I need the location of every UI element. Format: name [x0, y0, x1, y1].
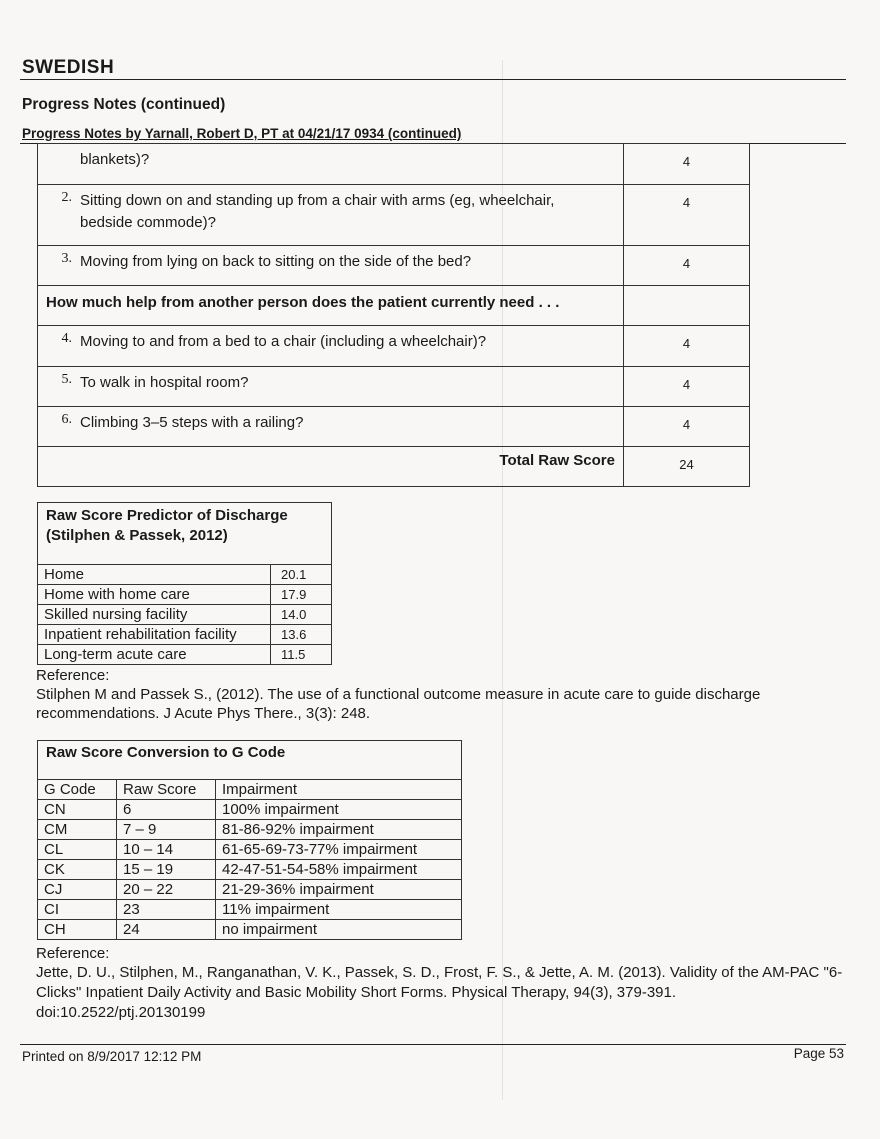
gcode-cell: CN: [38, 800, 117, 820]
table-row: [38, 565, 332, 585]
table-row: [38, 625, 332, 645]
raw-score-cell: 10 – 14: [117, 840, 216, 860]
table-row: [38, 286, 750, 326]
raw-score-cell: 6: [117, 800, 216, 820]
raw-score-cell: 23: [117, 900, 216, 920]
raw-score-cell: 24: [117, 920, 216, 940]
table-row: [38, 447, 750, 487]
column-header-row: [38, 780, 462, 800]
gcode-cell: CJ: [38, 880, 117, 900]
reference-text: Jette, D. U., Stilphen, M., Ranganathan, V. K., Passek, S. D., Frost, F. S., & Jette, A. M. (2013). Validity of the AM-PAC "6-Clicks" Inpatient Daily Activity and Basic Mobility Short Forms. Physical Therapy, 94(3), 379-391. doi:10.2522/ptj.20130199: [36, 964, 843, 1021]
question-score: 4: [624, 326, 750, 367]
question-score: 4: [624, 144, 750, 185]
section-heading: How much help from another person does the patient currently need . . .: [38, 286, 624, 326]
reference-label: Reference:: [36, 945, 110, 962]
table-row: [38, 407, 750, 447]
question-number: 3.: [61, 251, 72, 266]
table-header-row: [38, 741, 462, 780]
assessment-table: [37, 143, 750, 487]
header-rule: [20, 79, 846, 80]
gcode-title: Raw Score Conversion to G Code: [38, 741, 462, 780]
table-header-row: [38, 503, 332, 565]
question-score: 4: [624, 407, 750, 447]
predictor-value: 20.1: [271, 565, 332, 585]
gcode-cell: CI: [38, 900, 117, 920]
gcode-cell: CH: [38, 920, 117, 940]
question-text: Moving from lying on back to sitting on the side of the bed?: [80, 253, 472, 270]
table-row: [38, 840, 462, 860]
column-header: G Code: [38, 780, 117, 800]
reference-text: Stilphen M and Passek S., (2012). The use of a functional outcome measure in acute care to guide discharge recommendations. J Acute Phys There., 3(3): 248.: [36, 686, 761, 722]
question-number: 6.: [61, 412, 72, 427]
raw-score-cell: 15 – 19: [117, 860, 216, 880]
table-row: [38, 920, 462, 940]
table-row: [38, 144, 750, 185]
table-row: [38, 900, 462, 920]
predictor-value: 14.0: [271, 605, 332, 625]
table-row: [38, 585, 332, 605]
total-label: Total Raw Score: [38, 447, 624, 487]
section-title: Progress Notes (continued): [22, 96, 226, 113]
question-number: 2.: [61, 190, 72, 205]
question-text: To walk in hospital room?: [80, 374, 249, 391]
gcode-cell: CM: [38, 820, 117, 840]
predictor-label: Long-term acute care: [38, 645, 271, 665]
table-row: [38, 246, 750, 286]
question-score: 4: [624, 185, 750, 246]
brand-logo: SWEDISH: [22, 57, 115, 78]
gcode-cell: CL: [38, 840, 117, 860]
impairment-cell: 11% impairment: [216, 900, 462, 920]
impairment-cell: 61-65-69-73-77% impairment: [216, 840, 462, 860]
reference-label: Reference:: [36, 667, 110, 684]
question-text: Sitting down on and standing up from a chair with arms (eg, wheelchair, bedside commode)?: [80, 192, 555, 231]
question-score: 4: [624, 246, 750, 286]
table-row: [38, 645, 332, 665]
predictor-value: 11.5: [271, 645, 332, 665]
gcode-conversion-table: [37, 740, 462, 940]
table-row: [38, 185, 750, 246]
footer-rule: [20, 1044, 846, 1045]
column-header: Raw Score: [117, 780, 216, 800]
predictor-label: Home with home care: [38, 585, 271, 605]
column-header: Impairment: [216, 780, 462, 800]
predictor-label: Skilled nursing facility: [38, 605, 271, 625]
impairment-cell: 21-29-36% impairment: [216, 880, 462, 900]
impairment-cell: 42-47-51-54-58% impairment: [216, 860, 462, 880]
note-subtitle: Progress Notes by Yarnall, Robert D, PT at 04/21/17 0934 (continued): [22, 126, 462, 141]
table-row: [38, 367, 750, 407]
question-text: Climbing 3–5 steps with a railing?: [80, 414, 304, 431]
question-score: 4: [624, 367, 750, 407]
discharge-predictor-table: [37, 502, 332, 665]
raw-score-cell: 20 – 22: [117, 880, 216, 900]
printed-timestamp: Printed on 8/9/2017 12:12 PM: [22, 1049, 202, 1064]
table-row: [38, 800, 462, 820]
total-value: 24: [624, 447, 750, 487]
gcode-cell: CK: [38, 860, 117, 880]
impairment-cell: 100% impairment: [216, 800, 462, 820]
table-row: [38, 326, 750, 367]
raw-score-cell: 7 – 9: [117, 820, 216, 840]
predictor-label: Home: [38, 565, 271, 585]
predictor-title: Raw Score Predictor of Discharge (Stilphen & Passek, 2012): [38, 503, 332, 565]
question-text: blankets)?: [80, 151, 150, 168]
impairment-cell: 81-86-92% impairment: [216, 820, 462, 840]
table-row: [38, 880, 462, 900]
table-row: [38, 820, 462, 840]
impairment-cell: no impairment: [216, 920, 462, 940]
question-text: Moving to and from a bed to a chair (including a wheelchair)?: [80, 333, 487, 350]
predictor-value: 13.6: [271, 625, 332, 645]
question-number: 5.: [61, 372, 72, 387]
table-row: [38, 860, 462, 880]
predictor-value: 17.9: [271, 585, 332, 605]
table-row: [38, 605, 332, 625]
predictor-label: Inpatient rehabilitation facility: [38, 625, 271, 645]
page-number: Page 53: [793, 1046, 844, 1061]
question-number: 4.: [61, 331, 72, 346]
